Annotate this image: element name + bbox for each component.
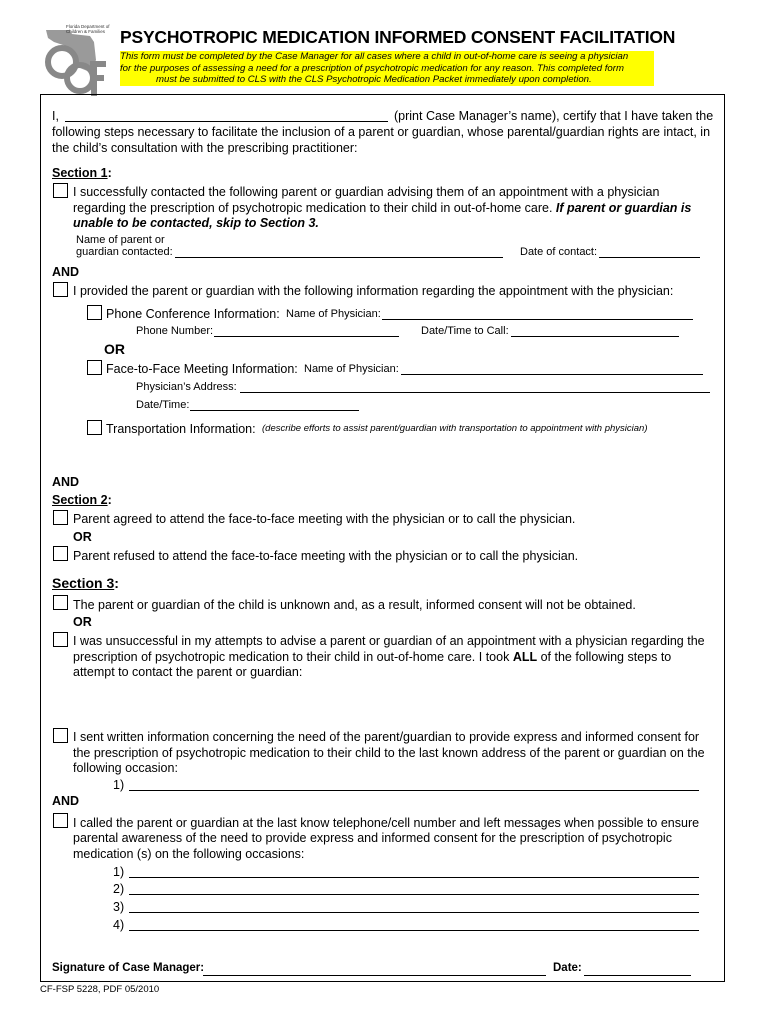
case-manager-name-field[interactable]: [65, 121, 388, 122]
parent-unknown-checkbox[interactable]: [53, 595, 68, 610]
written-info-line3: following occasion:: [73, 761, 178, 775]
call-occasion-3-number: 3): [113, 900, 125, 914]
section3-heading-text: Section 3: [52, 575, 115, 591]
section2-heading: Section 2:: [52, 493, 112, 507]
transportation-label: Transportation Information:: [106, 422, 256, 436]
form-id: CF-FSP 5228, PDF 05/2010: [40, 984, 160, 995]
call-occasion-3-field[interactable]: [129, 912, 699, 913]
transportation-note: (describe efforts to assist parent/guardian with transportation to appointment with physician): [262, 423, 648, 434]
and-label-2: AND: [52, 475, 80, 489]
notice-line-1: This form must be completed by the Case Manager for all cases where a child in out-of-home care is seeing a physician: [120, 51, 654, 63]
section1-contacted-checkbox[interactable]: [53, 183, 68, 198]
unsuccessful-line2: [73, 649, 671, 665]
date-time-call-label: Date/Time to Call:: [421, 325, 509, 337]
or-label-1: OR: [104, 341, 125, 357]
date-time-call-field[interactable]: [511, 336, 679, 337]
parent-agreed-text: Parent agreed to attend the face-to-face meeting with the physician or to call the physician.: [73, 512, 576, 526]
section1-item1-line1: I successfully contacted the following parent or guardian advising them of an appointment with a physician: [73, 185, 660, 199]
signature-date-label: Date:: [553, 962, 582, 974]
call-occasion-4-field[interactable]: [129, 930, 699, 931]
unsuccessful-line2-a: prescription of psychotropic medication to their child in out-of-home care. I took: [73, 650, 510, 664]
date-time-label: Date/Time:: [136, 399, 190, 411]
name-parent-label-1: Name of parent or: [76, 234, 165, 246]
name-parent-label-2: guardian contacted:: [76, 246, 173, 258]
section1-item2: I provided the parent or guardian with the following information regarding the appointment with the physician:: [73, 284, 674, 298]
physician-address-field[interactable]: [240, 392, 710, 393]
written-info-line2: the prescription of psychotropic medication to their child to the last known address of the parent or guardian on the: [73, 746, 705, 760]
section3-heading: Section 3:: [52, 575, 119, 591]
parent-refused-checkbox[interactable]: [53, 546, 68, 561]
logo-text: Florida Department of Children & Families: [66, 24, 110, 34]
written-info-line1: I sent written information concerning the need of the parent/guardian to provide express and informed consent for: [73, 730, 700, 744]
call-occasion-4-number: 4): [113, 918, 125, 932]
notice-line-2: for the purposes of assessing a need for a prescription of psychotropic medication for any reason. This completed form: [120, 63, 654, 75]
and-label-1: AND: [52, 265, 80, 279]
unsuccessful-line2-all: ALL: [512, 650, 538, 664]
intro-line2: following steps necessary to facilitate the inclusion of a parent or guardian, whose parental/guardian rights are intact, in: [52, 125, 711, 139]
section2-heading-text: Section 2: [52, 493, 108, 507]
called-parent-line2: parental awareness of the need to provide express and informed consent for the prescription of psychotropic: [73, 831, 672, 845]
signature-label: Signature of Case Manager:: [52, 962, 205, 974]
phone-conference-checkbox[interactable]: [87, 305, 102, 320]
section1-item1-line2-text: regarding the prescription of psychotropic medication to their child in out-of-home care.: [73, 201, 553, 215]
signature-date-field[interactable]: [584, 975, 691, 976]
parent-name-field[interactable]: [175, 257, 503, 258]
phone-conference-label: Phone Conference Information:: [106, 307, 280, 321]
signature-field[interactable]: [203, 975, 546, 976]
date-of-contact-label: Date of contact:: [520, 246, 598, 258]
phone-number-field[interactable]: [214, 336, 399, 337]
f2f-physician-name-field[interactable]: [401, 374, 703, 375]
transportation-checkbox[interactable]: [87, 420, 102, 435]
called-parent-checkbox[interactable]: [53, 813, 68, 828]
and-label-3: AND: [52, 794, 80, 808]
parent-agreed-checkbox[interactable]: [53, 510, 68, 525]
physician-address-label: Physician’s Address:: [136, 381, 237, 393]
or-label-2: OR: [73, 530, 92, 544]
call-occasion-2-number: 2): [113, 882, 125, 896]
unsuccessful-line2-b: of the following steps to: [540, 650, 672, 664]
provided-info-checkbox[interactable]: [53, 282, 68, 297]
written-info-checkbox[interactable]: [53, 728, 68, 743]
agency-logo: [40, 20, 115, 100]
intro-line3: the child’s consultation with the prescribing practitioner:: [52, 141, 358, 155]
unsuccessful-line3: attempt to contact the parent or guardian:: [73, 665, 303, 679]
called-parent-line3: medication (s) on the following occasions:: [73, 847, 305, 861]
section1-heading-text: Section 1: [52, 166, 108, 180]
intro-line1-suffix: (print Case Manager’s name), certify that I have taken the: [394, 109, 714, 123]
call-occasion-1-number: 1): [113, 865, 125, 879]
unsuccessful-checkbox[interactable]: [53, 632, 68, 647]
date-time-field[interactable]: [190, 410, 359, 411]
call-occasion-1-field[interactable]: [129, 877, 699, 878]
intro-prefix: I,: [52, 109, 59, 123]
section1-skip-note-b: unable to be contacted, skip to Section 3.: [73, 216, 319, 230]
name-of-physician-label-1: Name of Physician:: [286, 308, 381, 320]
phone-physician-name-field[interactable]: [382, 319, 693, 320]
notice-line-3: must be submitted to CLS with the CLS Psychotropic Medication Packet immediately upon completion.: [120, 74, 654, 86]
face-to-face-checkbox[interactable]: [87, 360, 102, 375]
call-occasion-2-field[interactable]: [129, 894, 699, 895]
instruction-notice: [120, 51, 654, 86]
section1-skip-note-a: If parent or guardian is: [555, 201, 692, 215]
unsuccessful-line1: I was unsuccessful in my attempts to advise a parent or guardian of an appointment with a physician regarding the: [73, 634, 705, 648]
form-title: PSYCHOTROPIC MEDICATION INFORMED CONSENT FACILITATION: [120, 27, 676, 47]
name-of-physician-label-2: Name of Physician:: [304, 363, 399, 375]
date-of-contact-field[interactable]: [599, 257, 700, 258]
written-occasion-field[interactable]: [129, 790, 699, 791]
parent-refused-text: Parent refused to attend the face-to-face meeting with the physician or to call the physician.: [73, 549, 579, 563]
section1-heading: Section 1:: [52, 166, 112, 180]
section1-item1-line2: [73, 200, 691, 216]
or-label-3: OR: [73, 615, 92, 629]
written-occasion-number: 1): [113, 778, 125, 792]
phone-number-label: Phone Number:: [136, 325, 214, 337]
face-to-face-label: Face-to-Face Meeting Information:: [106, 362, 298, 376]
called-parent-line1: I called the parent or guardian at the last know telephone/cell number and left messages when possible to ensure: [73, 816, 700, 830]
parent-unknown-text: The parent or guardian of the child is unknown and, as a result, informed consent will not be obtained.: [73, 598, 636, 612]
